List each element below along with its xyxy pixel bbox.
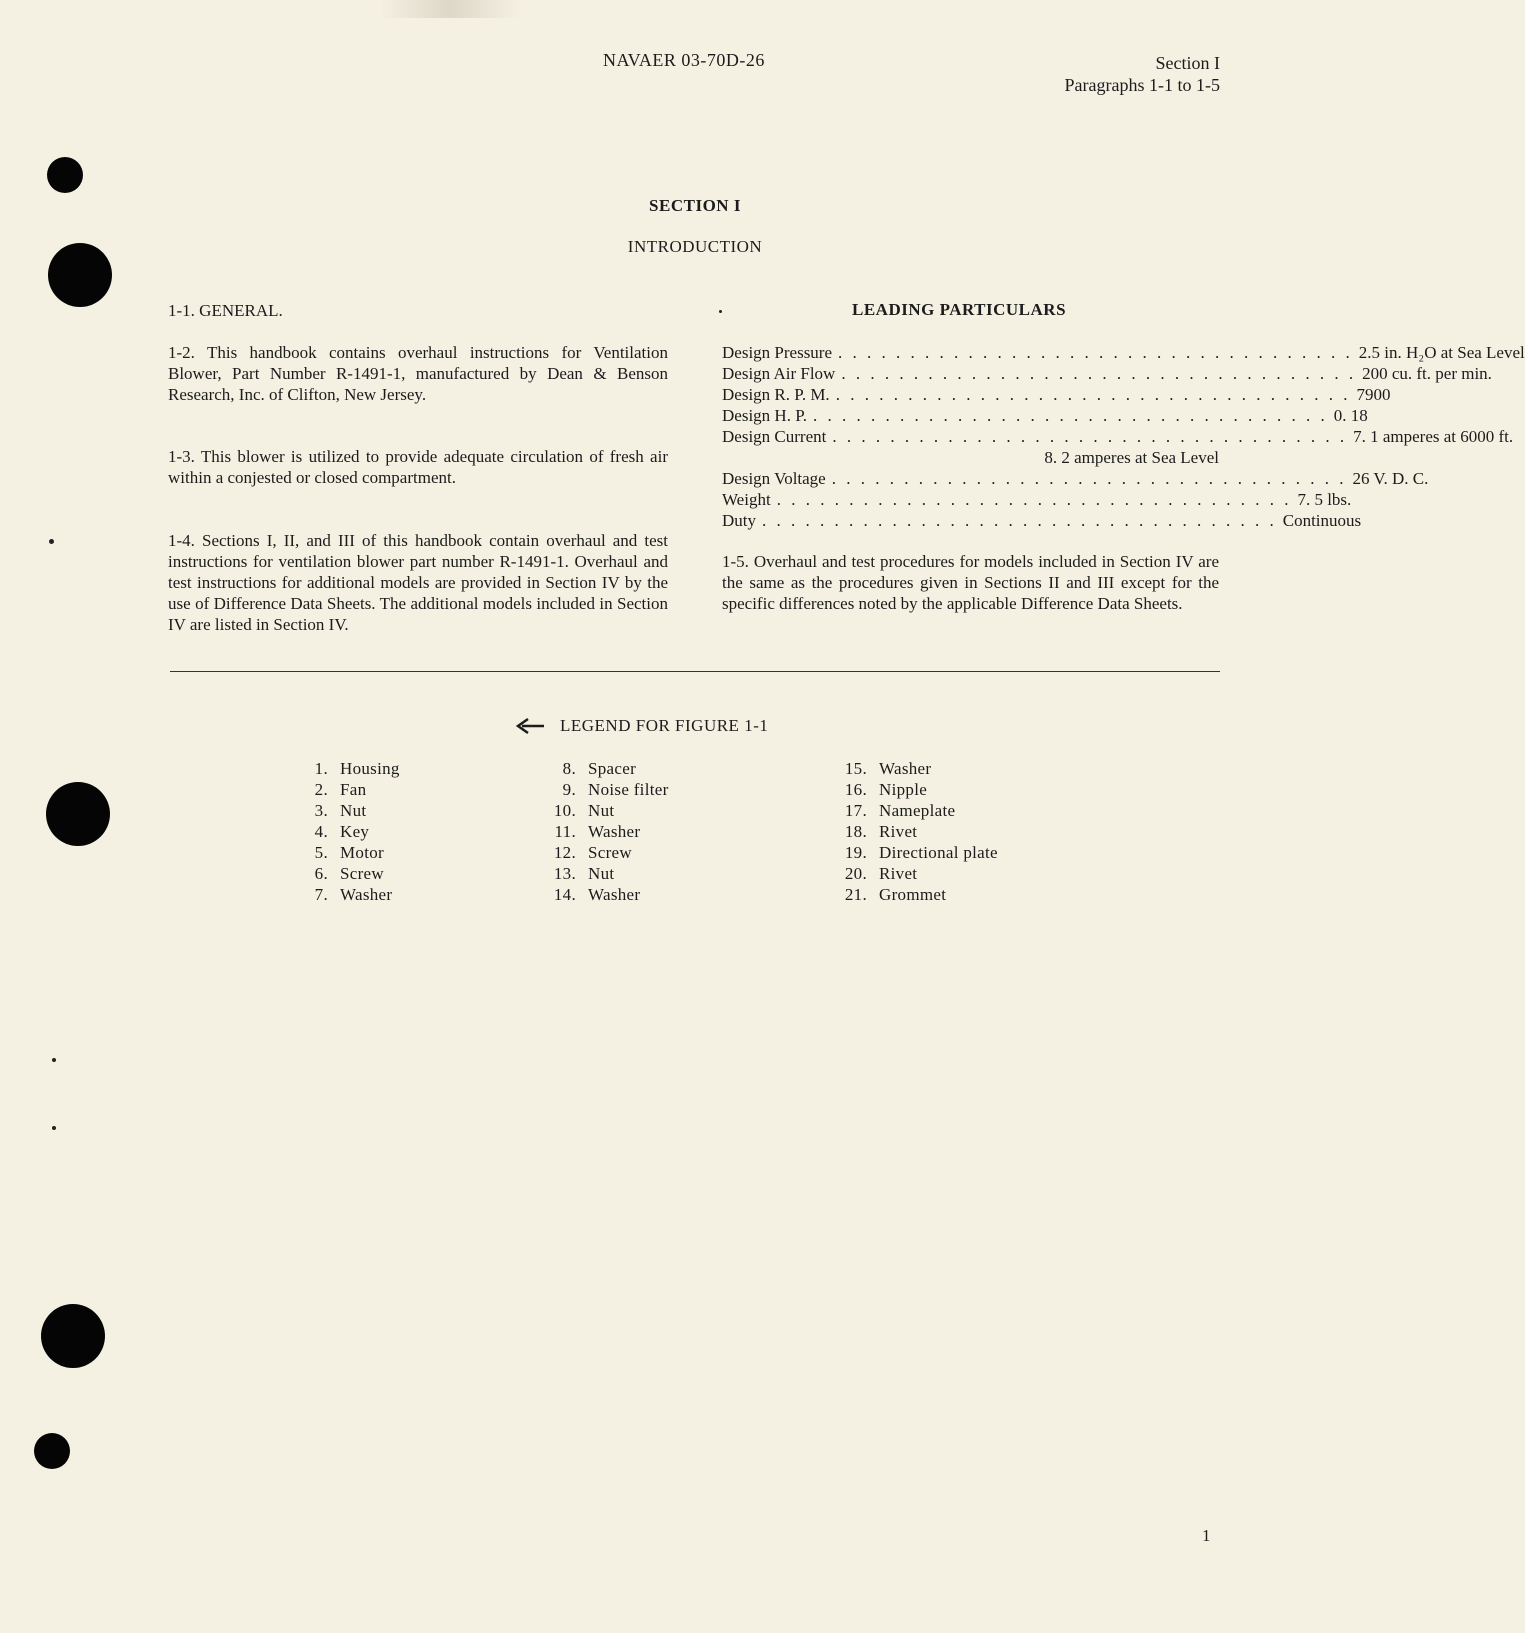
particular-value: 7. 1 amperes at 6000 ft. [1353, 427, 1514, 446]
legend-item-name: Screw [588, 843, 632, 862]
legend-item-name: Rivet [879, 822, 918, 841]
scan-speck [52, 1126, 56, 1130]
legend-item-number: 9. [562, 780, 576, 799]
particular-row [722, 426, 1514, 447]
legend-item-name: Nipple [879, 780, 928, 799]
legend-item-number: 18. [844, 822, 867, 841]
legend-item-name: Grommet [879, 885, 947, 904]
legend-item-name: Fan [340, 780, 367, 799]
punch-hole [47, 157, 83, 193]
legend-item [536, 758, 669, 779]
legend-item-number: 2. [314, 780, 328, 799]
legend-item-name: Nut [340, 801, 367, 820]
legend-heading [516, 716, 768, 736]
legend-item [288, 884, 400, 905]
legend-item-number: 20. [844, 864, 867, 883]
legend-item-number: 4. [314, 822, 328, 841]
dot-leader: . . . . . . . . . . . . . . . . . . . . . . . . . . . . . . . . . . . . [841, 364, 1357, 383]
legend-item-name: Noise filter [588, 780, 669, 799]
particular-label: Weight [722, 490, 771, 509]
legend-item-number: 5. [314, 843, 328, 862]
legend-item-name: Nut [588, 801, 615, 820]
punch-hole [46, 782, 110, 846]
legend-item-name: Screw [340, 864, 384, 883]
leading-particulars-title: LEADING PARTICULARS [852, 300, 1067, 319]
legend-item [288, 758, 400, 779]
legend-item-number: 11. [554, 822, 576, 841]
legend-item-number: 12. [553, 843, 576, 862]
dot-leader: . . . . . . . . . . . . . . . . . . . . . . . . . . . . . . . . . . . . [832, 427, 1348, 446]
legend-item-name: Spacer [588, 759, 637, 778]
particular-row [722, 384, 1391, 405]
legend-item [288, 863, 400, 884]
scan-speck [719, 310, 722, 313]
legend-item-number: 6. [314, 864, 328, 883]
scan-speck [49, 539, 54, 544]
legend-column [536, 758, 669, 905]
particular-value: Continuous [1282, 511, 1362, 530]
general-heading: 1-1. GENERAL. [168, 301, 283, 320]
legend-item-name: Housing [340, 759, 400, 778]
paragraph-1-4: 1-4. Sections I, II, and III of this handbook contain overhaul and test instructions for ventilation blower part number R-1491-1. Overhaul and test instructions for additional models are provided in Section IV by the use of Difference Data Sheets. The additional models included in Section IV are listed in Section IV. [168, 531, 668, 634]
legend-item [288, 842, 400, 863]
paragraph-1-5: 1-5. Overhaul and test procedures for models included in Section IV are the same as the procedures given in Sections II and III except for the specific differences noted by the applicable Difference Data Sheets. [722, 552, 1219, 613]
particular-label: Design Voltage [722, 469, 826, 488]
legend-title: LEGEND FOR FIGURE 1-1 [560, 716, 769, 735]
legend-item-name: Washer [588, 885, 641, 904]
section-subtitle: INTRODUCTION [627, 237, 763, 256]
legend-item-name: Motor [340, 843, 384, 862]
legend-item [536, 821, 669, 842]
legend-item [827, 758, 998, 779]
particular-row [722, 468, 1429, 489]
document-number: NAVAER 03-70D-26 [603, 50, 765, 70]
legend-item [827, 800, 998, 821]
legend-item-number: 7. [314, 885, 328, 904]
punch-hole [34, 1433, 70, 1469]
legend-item [536, 863, 669, 884]
particular-value: 2.5 in. H₂O at Sea Level [1358, 343, 1525, 362]
particular-value: 8. 2 amperes at Sea Level [1044, 448, 1219, 467]
horizontal-divider [170, 671, 1220, 672]
particular-label: Design Air Flow [722, 364, 836, 383]
legend-item [536, 884, 669, 905]
legend-item-number: 17. [844, 801, 867, 820]
particular-row [722, 510, 1362, 531]
legend-item [827, 779, 998, 800]
leading-particulars-table [722, 342, 1525, 531]
paragraph-1-3: 1-3. This blower is utilized to provide adequate circulation of fresh air within a conjested or closed compartment. [168, 447, 668, 487]
legend-item [536, 842, 669, 863]
legend-item-number: 16. [844, 780, 867, 799]
legend-item [536, 800, 669, 821]
legend-item-number: 10. [553, 801, 576, 820]
legend-item-number: 14. [553, 885, 576, 904]
legend-item [288, 821, 400, 842]
punch-hole [41, 1304, 105, 1368]
particular-label: Design Pressure [722, 343, 833, 362]
legend-item-number: 15. [844, 759, 867, 778]
legend-item [827, 842, 998, 863]
legend-column [288, 758, 400, 905]
particular-value: 200 cu. ft. per min. [1362, 364, 1492, 383]
left-arrow-icon [516, 717, 546, 735]
dot-leader: . . . . . . . . . . . . . . . . . . . . . . . . . . . . . . . . . . . . [838, 343, 1353, 362]
dot-leader: . . . . . . . . . . . . . . . . . . . . . . . . . . . . . . . . . . . . [762, 511, 1277, 530]
paragraphs-label: Paragraphs 1-1 to 1-5 [1064, 75, 1220, 95]
particular-value: 7. 5 lbs. [1297, 490, 1352, 509]
scan-smudge [380, 0, 520, 18]
legend-item [536, 779, 669, 800]
particular-label: Design Current [722, 427, 827, 446]
dot-leader: . . . . . . . . . . . . . . . . . . . . . . . . . . . . . . . . . . . . [813, 406, 1328, 425]
page-number: 1 [1202, 1526, 1211, 1545]
section-title: SECTION I [649, 196, 741, 215]
section-reference [1065, 52, 1220, 96]
legend-item-name: Nameplate [879, 801, 956, 820]
legend-item-number: 21. [844, 885, 867, 904]
particular-value: 0. 18 [1333, 406, 1368, 425]
particular-value: 7900 [1356, 385, 1391, 404]
particular-row [722, 363, 1492, 384]
particular-row [722, 342, 1525, 363]
legend-item [827, 821, 998, 842]
legend-item-number: 3. [314, 801, 328, 820]
legend-item [827, 884, 998, 905]
legend-item [827, 863, 998, 884]
dot-leader: . . . . . . . . . . . . . . . . . . . . . . . . . . . . . . . . . . . . [835, 385, 1351, 404]
legend-item-name: Nut [588, 864, 615, 883]
legend-item-name: Washer [588, 822, 641, 841]
legend-item-name: Rivet [879, 864, 918, 883]
legend-item [288, 800, 400, 821]
particular-label: Design R. P. M. [722, 385, 830, 404]
legend-item [288, 779, 400, 800]
legend-item-name: Washer [879, 759, 932, 778]
legend-item-name: Washer [340, 885, 393, 904]
scan-speck [52, 1058, 56, 1062]
particular-row [722, 405, 1368, 426]
legend-item-name: Directional plate [879, 843, 998, 862]
dot-leader: . . . . . . . . . . . . . . . . . . . . . . . . . . . . . . . . . . . . [831, 469, 1347, 488]
legend-item-number: 8. [562, 759, 576, 778]
particular-label: Design H. P. [722, 406, 808, 425]
particular-continuation [722, 447, 1219, 468]
legend-item-number: 1. [314, 759, 328, 778]
legend-column [827, 758, 998, 905]
paragraph-1-2: 1-2. This handbook contains overhaul instructions for Ventilation Blower, Part Number R-1491-1, manufactured by Dean & Benson Research, Inc. of Clifton, New Jersey. [168, 343, 668, 404]
legend-item-number: 19. [844, 843, 867, 862]
particular-label: Duty [722, 511, 756, 530]
dot-leader: . . . . . . . . . . . . . . . . . . . . . . . . . . . . . . . . . . . . [776, 490, 1292, 509]
legend-item-number: 13. [553, 864, 576, 883]
particular-row [722, 489, 1352, 510]
section-label: Section I [1155, 53, 1220, 73]
particular-value: 26 V. D. C. [1352, 469, 1429, 488]
legend-item-name: Key [340, 822, 370, 841]
